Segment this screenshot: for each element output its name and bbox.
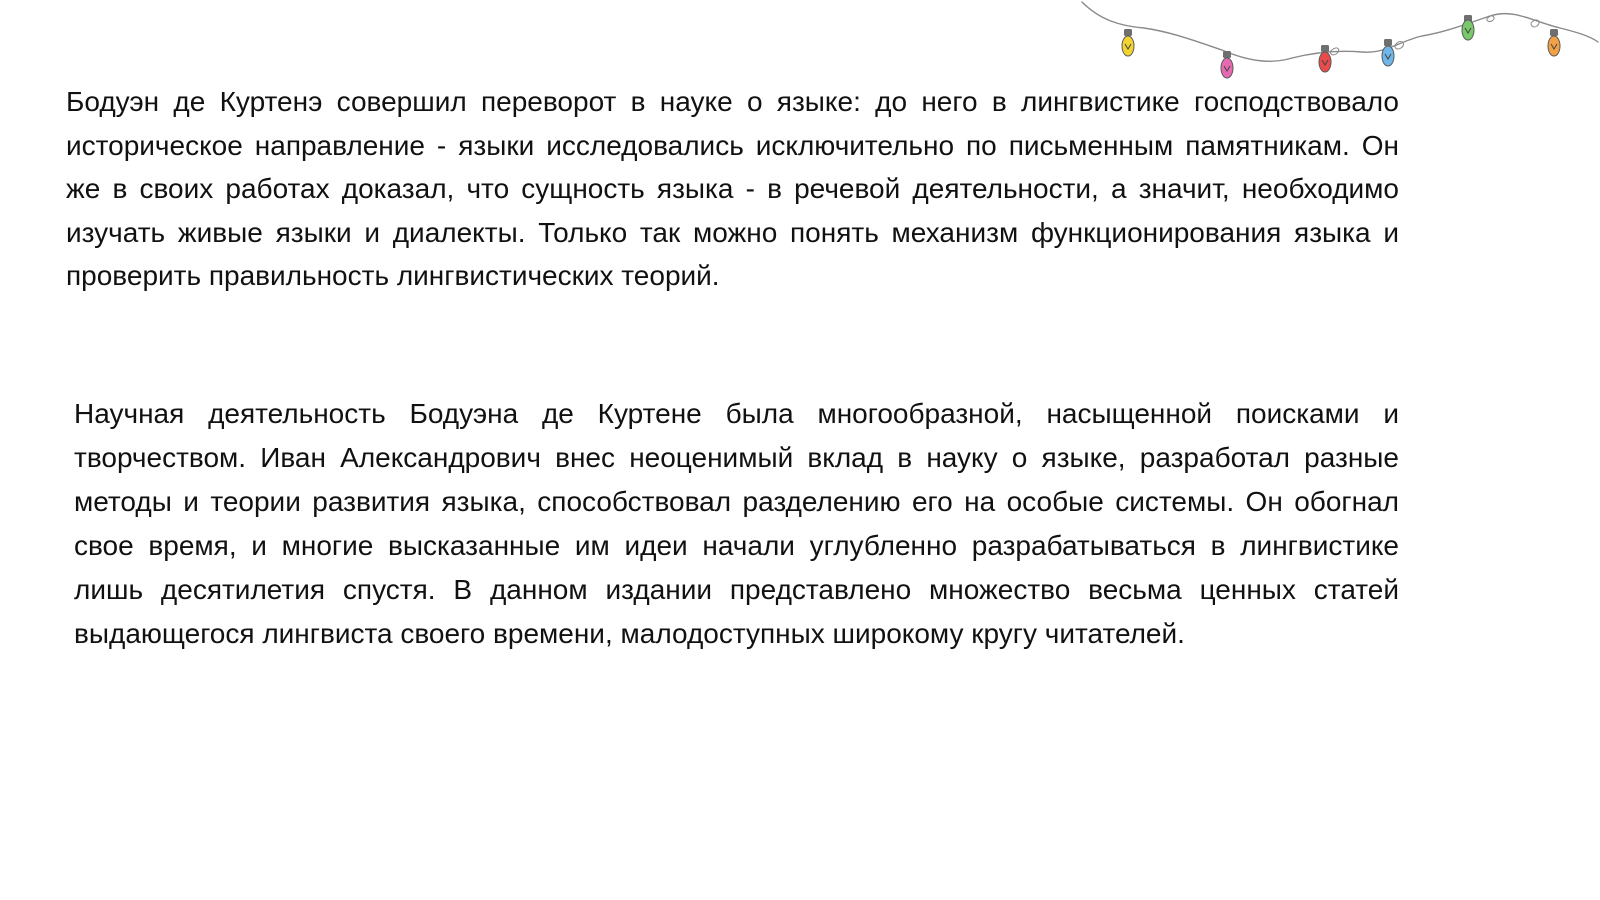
bulb-pink <box>1221 51 1233 78</box>
bulb-yellow <box>1122 29 1134 56</box>
bulb-blue <box>1382 39 1394 66</box>
bulb-red <box>1319 45 1331 72</box>
bulb-green <box>1462 15 1474 40</box>
bulb-orange <box>1548 29 1560 56</box>
string-lights-icon <box>1080 0 1600 90</box>
paragraph-scientific-activity: Научная деятельность Бодуэна де Куртене была многообразной, насыщенной поисками и творчеством. Иван Александрович внес неоценимый вклад в науку о языке, разработал разные методы и теории развития языка, способствовал разделению его на особые системы. Он обогнал свое время, и многие высказанные им идеи начали углубленно разрабатываться в лингвистике лишь десятилетия спустя. В данном издании представлено множество весьма ценных статей выдающегося лингвиста своего времени, малодоступных широкому кругу читателей. <box>74 398 1399 649</box>
paragraph-baudouin-revolution: Бодуэн де Куртенэ совершил переворот в науке о языке: до него в лингвистике господствовало историческое направление - языки исследовались исключительно по письменным памятникам. Он же в своих работах доказал, что сущность языка - в речевой деятельности, а значит, необходимо изучать живые языки и диалекты. Только так можно понять механизм функционирования языка и проверить правильность лингвистических теорий. <box>66 86 1399 291</box>
